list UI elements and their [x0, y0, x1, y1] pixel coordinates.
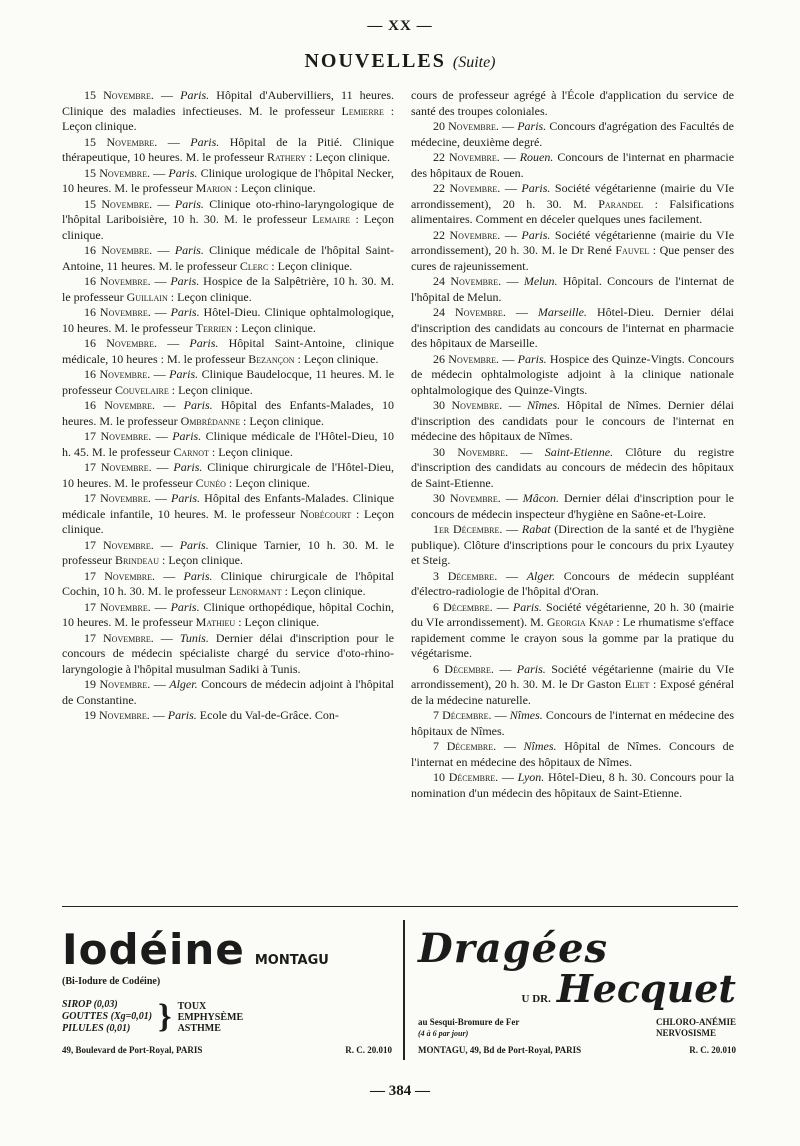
entry-text: Hôpital Saint-Antoine, clinique médicale, 10 heures : M. le professeur: [62, 336, 394, 366]
news-entry: 16 Novembre. — Paris. Hôpital Saint-Antoine, clinique médicale, 10 heures : M. le professeur Bezançon : Leçon clinique.: [62, 336, 394, 366]
entry-text: Société végétarienne (mairie du VIe arrondissement), 20 h. 30. M. le Dr René: [411, 227, 735, 257]
entry-date: 19 Novembre.: [84, 708, 150, 722]
right-column: [411, 88, 734, 801]
entry-text: Hôpital des Enfants-Malades, 10 heures. M. le professeur: [62, 398, 395, 428]
news-entry: 17 Novembre. — Paris. Clinique médicale de l'Hôtel-Dieu, 10 h. 45. M. le professeur Carnot : Leçon clinique.: [62, 429, 394, 459]
news-entry: 10 Décembre. — Lyon. Hôtel-Dieu, 8 h. 30. Concours pour la nomination d'un médecin des hôpitaux de Saint-Etienne.: [411, 770, 735, 800]
entry-place: Paris.: [521, 227, 551, 242]
entry-text: Hôpital. Concours de l'internat de l'hôpital de Melun.: [411, 274, 735, 304]
ad-indication: NERVOSISME: [655, 1028, 717, 1038]
entry-date: 16 Novembre.: [84, 367, 151, 381]
news-entry: 17 Novembre. — Paris. Clinique chirurgicale de l'hôpital Cochin, 10 h. 30. M. le professeur Lenormant : Leçon clinique.: [62, 568, 394, 598]
news-entry: 24 Novembre. — Marseille. Hôtel-Dieu. Dernier délai d'inscription des candidats au concours de l'internat en pharmacie des hôpitaux de Marseille.: [411, 305, 735, 350]
entry-text: Société végétarienne (mairie du VIe arrondissement), 20 h. 30. M.: [411, 181, 735, 211]
entry-place: Paris.: [516, 661, 546, 676]
entry-text: Hospice de la Salpêtrière, 10 h. 30. M. le professeur: [62, 274, 395, 304]
entry-professor: Cunéo: [195, 475, 226, 490]
ad-indication: TOUX: [177, 1000, 207, 1012]
news-entry: 7 Décembre. — Nîmes. Hôpital de Nîmes. Concours de l'internat en médecine des hôpitaux de Nîmes.: [411, 739, 735, 769]
entry-text: Hôtel-Dieu. Clinique ophtalmologique, 10 heures. M. le professeur: [62, 305, 395, 335]
entry-text: Société végétarienne (mairie du VIe arrondissement), 20 h. 30. M. le Dr Gaston: [411, 661, 734, 691]
entry-professor: Eliet: [624, 677, 650, 691]
entry-place: Paris.: [183, 568, 213, 583]
entry-tail: : Leçon clinique.: [271, 258, 353, 273]
news-entry: 17 Novembre. — Paris. Hôpital des Enfants-Malades. Clinique médicale infantile, 10 heures. M. le professeur Nobécourt : Leçon clinique.: [62, 491, 395, 536]
news-entry: 22 Novembre. — Rouen. Concours de l'internat en pharmacie des hôpitaux de Rouen.: [411, 150, 735, 180]
news-entry: 16 Novembre. — Paris. Clinique Baudelocque, 11 heures. M. le professeur Couvelaire : Leçon clinique.: [62, 367, 395, 397]
ad-product: PILULES (0,01): [62, 1023, 131, 1034]
page-section-header: — XX —: [367, 18, 433, 34]
entry-tail: : Leçon clinique.: [238, 615, 320, 629]
entry-tail: : Leçon clinique.: [62, 506, 395, 536]
entry-date: 17 Novembre.: [84, 460, 152, 474]
entry-professor: Parandel: [598, 196, 644, 211]
news-entry: 20 Novembre. — Paris. Concours d'agrégation des Facultés de médecine, deuxième degré.: [411, 119, 735, 149]
news-entry: 17 Novembre. — Paris. Clinique Tarnier, 10 h. 30. M. le professeur Brindeau : Leçon clinique.: [62, 537, 395, 567]
entry-tail: : Leçon clinique.: [284, 584, 366, 598]
entry-professor: Bezançon: [248, 351, 295, 366]
entry-text: Hôtel-Dieu. Dernier délai d'inscription des candidats au concours de l'internat en pharmacie des hôpitaux de Marseille.: [411, 305, 735, 350]
entry-date: 7 Décembre.: [433, 739, 497, 753]
entry-text: Clinique Baudelocque, 11 heures. M. le professeur: [62, 367, 395, 397]
entry-date: 16 Novembre.: [84, 336, 157, 350]
entry-date: 6 Décembre.: [433, 661, 494, 676]
entry-text: Concours de l'internat en pharmacie des hôpitaux de Rouen.: [411, 150, 735, 180]
entry-text: Clinique chirurgicale de l'hôpital Cochin, 10 h. 30. M. le professeur: [62, 568, 394, 598]
entry-date: 15 Novembre.: [84, 88, 154, 102]
entry-place: Paris.: [189, 336, 219, 350]
ad-products: [62, 999, 152, 1035]
news-entry: 16 Novembre. — Paris. Clinique médicale de l'hôpital Saint-Antoine, 11 heures. M. le professeur Clerc : Leçon clinique.: [62, 243, 394, 273]
entry-date: 19 Novembre.: [84, 677, 151, 691]
entry-place: Paris.: [517, 119, 547, 133]
ad-indication: CHLORO-ANÉMIE: [655, 1017, 736, 1027]
entry-professor: Ombrédanne: [180, 413, 240, 428]
ad-brand: Iodéine: [62, 925, 245, 974]
news-entry: 16 Novembre. — Paris. Hôtel-Dieu. Clinique ophtalmologique, 10 heures. M. le professeur Terrien : Leçon clinique.: [62, 305, 395, 335]
entry-tail: : Que penser des cures de rajeunissement.: [411, 243, 735, 273]
entry-tail: : Leçon clinique.: [309, 150, 391, 164]
entry-date: 7 Décembre.: [433, 708, 492, 722]
entry-date: 16 Novembre.: [84, 274, 151, 288]
ad-address: 49, Boulevard de Port-Royal, PARIS: [62, 1045, 203, 1055]
news-entry: 19 Novembre. — Paris. Ecole du Val-de-Grâce. Con-: [84, 708, 339, 722]
entry-text: Hôpital des Enfants-Malades. Clinique médicale infantile, 10 heures. M. le professeur: [62, 491, 395, 521]
ad-product: SIROP (0,03): [62, 999, 118, 1010]
entry-place: Mâcon.: [522, 491, 560, 505]
news-entry: 16 Novembre. — Paris. Hôpital des Enfants-Malades, 10 heures. M. le professeur Ombrédanne : Leçon clinique.: [62, 398, 395, 428]
ad-ref: R. C. 20.010: [689, 1045, 736, 1055]
entry-text: Clinique chirurgicale de l'Hôtel-Dieu, 10 heures. M. le professeur: [62, 460, 395, 490]
continuation-text: cours de professeur agrégé à l'École d'application du service de santé des troupes coloniales.: [411, 88, 734, 118]
news-entry: 1er Décembre. — Rabat (Direction de la santé et de l'hygiène publique). Clôture d'inscriptions pour le concours du prix Lyautey et Steig.: [411, 522, 735, 567]
news-entry: 17 Novembre. — Paris. Clinique orthopédique, hôpital Cochin, 10 heures. M. le professeur Mathieu : Leçon clinique.: [62, 599, 394, 629]
ad-address: MONTAGU, 49, Bd de Port-Royal, PARIS: [418, 1045, 582, 1055]
entry-place: Lyon.: [517, 770, 545, 784]
ad-brand: Dragées: [418, 925, 609, 972]
entry-text: Hôtel-Dieu, 8 h. 30. Concours pour la nomination d'un médecin des hôpitaux de Saint-Etienne.: [411, 770, 735, 800]
left-column: [62, 88, 394, 724]
entry-place: Saint-Etienne.: [544, 444, 614, 459]
entry-text: Société végétarienne, 20 h. 30 (mairie du VIe arrondissement). M.: [411, 599, 734, 629]
entry-text: Clinique médicale de l'Hôtel-Dieu, 10 h. 45. M. le professeur: [62, 429, 394, 459]
entry-place: Paris.: [170, 274, 200, 288]
entry-place: Paris.: [174, 196, 204, 211]
entry-place: Paris.: [179, 537, 209, 552]
news-entry: 15 Novembre. — Paris. Clinique oto-rhino-laryngologique de l'hôpital Lariboisière, 10 h. 30. M. le professeur Lemaire : Leçon clinique.: [62, 196, 395, 242]
news-entry: 7 Décembre. — Nîmes. Concours de l'internat en médecine des hôpitaux de Nîmes.: [411, 708, 735, 738]
news-entry: 15 Novembre. — Paris. Hôpital de la Pitié. Clinique thérapeutique, 10 heures. M. le professeur Rathery : Leçon clinique.: [62, 134, 394, 164]
entry-date: 1er Décembre.: [433, 522, 503, 536]
divider-rule: [62, 906, 738, 907]
entry-place: Paris.: [167, 708, 197, 722]
entry-tail: : Leçon clinique.: [62, 212, 395, 242]
entry-professor: Brindeau: [114, 553, 159, 567]
entry-text: Clinique oto-rhino-laryngologique de l'hôpital Lariboisière, 10 h. 30. M. le professeur: [62, 196, 395, 226]
entry-text: Hôpital de Nîmes. Dernier délai d'inscription des candidats pour le concours de l'internat en médecine des hôpitaux de Nîmes.: [411, 398, 735, 443]
entry-tail: : Leçon clinique.: [171, 382, 253, 397]
entry-text: Hospice des Quinze-Vingts. Concours de médecin ophtalmologiste adjoint à la clinique nationale ophtalmologique des Quinze-Vingts.: [411, 351, 735, 397]
news-entry: 24 Novembre. — Melun. Hôpital. Concours de l'internat de l'hôpital de Melun.: [411, 274, 735, 304]
ad-brand-prefix: U DR.: [521, 993, 551, 1005]
entry-place: Paris.: [171, 491, 201, 505]
entry-text: Dernier délai d'inscription pour le concours de médecin inspecteur d'hygiène en Saône-et-Loire.: [411, 491, 735, 521]
entry-date: 22 Novembre.: [433, 150, 500, 164]
news-entry: 22 Novembre. — Paris. Société végétarienne (mairie du VIe arrondissement), 20 h. 30. M. Parandel : Falsifications alimentaires. Comment en déceler quelques unes facilement.: [411, 181, 735, 226]
entry-date: 3 Décembre.: [433, 568, 498, 583]
entry-place: Melun.: [523, 274, 558, 288]
entry-tail: : Le rhumatisme s'efface rapidement comme le crayon sous la gomme par la pratique du végétarisme.: [411, 615, 735, 660]
ad-indication: ASTHME: [177, 1022, 221, 1034]
advertisement-dragees: [418, 925, 736, 1065]
entry-place: Paris.: [168, 165, 198, 180]
entry-professor: Georgia Knap: [546, 615, 614, 629]
entry-place: Paris.: [180, 88, 210, 102]
ad-brand-name: Hecquet: [556, 966, 736, 1011]
entry-professor: Mathieu: [195, 615, 236, 629]
news-entry: 6 Décembre. — Paris. Société végétarienne (mairie du VIe arrondissement), 20 h. 30. M. le Dr Gaston Eliet : Exposé général de la médecine naturelle.: [411, 661, 735, 707]
entry-place: Paris.: [190, 134, 220, 149]
entry-place: Alger.: [169, 677, 198, 691]
ad-brand-secondary: MONTAGU: [254, 953, 329, 968]
entry-text: Hôpital de Nîmes. Concours de l'internat en médecine des hôpitaux de Nîmes.: [411, 739, 735, 769]
entry-text: Concours de médecin adjoint à l'hôpital de Constantine.: [62, 677, 395, 707]
entry-text: Ecole du Val-de-Grâce. Con-: [199, 708, 339, 722]
entry-place: Paris.: [170, 305, 200, 319]
entry-date: 15 Novembre.: [84, 165, 150, 180]
entry-text: Concours d'agrégation des Facultés de médecine, deuxième degré.: [411, 119, 735, 149]
entry-place: Paris.: [172, 429, 202, 443]
entry-professor: Couvelaire: [114, 382, 169, 397]
entry-text: Clinique urologique de l'hôpital Necker, 10 heures. M. le professeur: [62, 165, 395, 195]
entry-professor: Marion: [195, 181, 232, 195]
entry-professor: Terrien: [195, 320, 232, 335]
page-title: [0, 50, 800, 73]
ad-product: GOUTTES (Xg=0,01): [62, 1011, 153, 1022]
entry-place: Paris.: [174, 243, 204, 257]
entry-text: (Direction de la santé et de l'hygiène publique). Clôture d'inscriptions pour le concours du prix Lyautey et Steig.: [411, 522, 735, 567]
entry-text: Clinique médicale de l'hôpital Saint-Antoine, 11 heures. M. le professeur: [62, 243, 394, 273]
entry-place: Paris.: [183, 398, 213, 412]
entry-tail: : Leçon clinique.: [234, 320, 316, 335]
entry-text: Hôpital de la Pitié. Clinique thérapeutique, 10 heures. M. le professeur: [62, 134, 394, 164]
ad-subtitle: (Bi-Iodure de Codéine): [62, 976, 161, 987]
entry-date: 24 Novembre.: [433, 305, 506, 319]
news-entry: 30 Novembre. — Mâcon. Dernier délai d'inscription pour le concours de médecin inspecteur d'hygiène en Saône-et-Loire.: [411, 491, 735, 521]
entry-tail: : Exposé général de la médecine naturelle.: [411, 677, 735, 707]
entry-place: Paris.: [517, 351, 547, 366]
entry-tail: : Leçon clinique.: [297, 351, 379, 366]
entry-date: 30 Novembre.: [433, 491, 501, 505]
entry-date: 26 Novembre.: [433, 351, 500, 366]
entry-tail: : Leçon clinique.: [228, 475, 310, 490]
news-entry: 19 Novembre. — Alger. Concours de médecin adjoint à l'hôpital de Constantine.: [62, 677, 395, 707]
entry-date: 16 Novembre.: [84, 305, 151, 319]
ad-indication: EMPHYSÈME: [177, 1011, 244, 1023]
entry-place: Rabat: [521, 522, 551, 536]
entry-date: 10 Décembre.: [433, 770, 499, 784]
entry-professor: Guillain: [126, 289, 168, 304]
entry-date: 15 Novembre.: [84, 134, 158, 149]
entry-tail: : Leçon clinique.: [242, 413, 324, 428]
entry-text: Clinique Tarnier, 10 h. 30. M. le professeur: [62, 537, 395, 567]
entry-place: Rouen.: [519, 150, 554, 164]
entry-place: Paris.: [170, 599, 200, 614]
entry-professor: Lenormant: [228, 584, 282, 598]
brace-icon: }: [158, 998, 172, 1035]
entry-tail: : Leçon clinique.: [170, 289, 252, 304]
entry-date: 6 Décembre.: [433, 599, 493, 614]
entry-place: Alger.: [526, 568, 556, 583]
news-entry: 30 Novembre. — Nîmes. Hôpital de Nîmes. Dernier délai d'inscription des candidats pour le concours de l'internat en médecine des hôpitaux de Nîmes.: [411, 398, 735, 443]
entry-place: Nîmes.: [509, 708, 543, 722]
entry-place: Tunis.: [179, 630, 209, 645]
entry-date: 22 Novembre.: [433, 181, 501, 195]
ad-ref: R. C. 20.010: [345, 1045, 392, 1055]
entry-text: Hôpital d'Aubervilliers, 11 heures. Clinique des maladies infectieuses. M. le professeur: [62, 88, 395, 118]
news-entry: 15 Novembre. — Paris. Clinique urologique de l'hôpital Necker, 10 heures. M. le professeur Marion : Leçon clinique.: [62, 165, 395, 195]
entry-date: 24 Novembre.: [433, 274, 502, 288]
entry-date: 30 Novembre.: [433, 444, 509, 459]
entry-date: 30 Novembre.: [433, 398, 503, 412]
news-entry: 6 Décembre. — Paris. Société végétarienne, 20 h. 30 (mairie du VIe arrondissement). M. Georgia Knap : Le rhumatisme s'efface rapidement comme le crayon sous la gomme par la pratique du végétarisme.: [411, 599, 735, 660]
entry-place: Paris.: [169, 367, 199, 381]
page-number: — 384 —: [370, 1083, 430, 1099]
entry-place: Paris.: [521, 181, 551, 195]
news-entry: 16 Novembre. — Paris. Hospice de la Salpêtrière, 10 h. 30. M. le professeur Guillain : Leçon clinique.: [62, 274, 395, 304]
news-entry: 22 Novembre. — Paris. Société végétarienne (mairie du VIe arrondissement), 20 h. 30. M. le Dr René Fauvel : Que penser des cures de rajeunissement.: [411, 227, 735, 273]
entry-tail: : Leçon clinique.: [161, 553, 243, 567]
entry-tail: : Leçon clinique.: [211, 444, 293, 459]
entry-date: 16 Novembre.: [84, 398, 156, 412]
entry-date: 17 Novembre.: [84, 568, 156, 583]
entry-place: Paris.: [173, 460, 203, 474]
entry-professor: Lemaire: [312, 212, 351, 226]
entry-place: Nîmes.: [523, 739, 557, 753]
entry-date: 17 Novembre.: [84, 491, 151, 505]
ad-indications: [178, 1001, 244, 1034]
entry-professor: Lemierre: [341, 103, 384, 118]
entry-text: Concours de l'internat en médecine des hôpitaux de Nîmes.: [411, 708, 735, 738]
entry-date: 17 Novembre.: [84, 429, 152, 443]
entry-date: 22 Novembre.: [433, 227, 501, 242]
advertisement-iodeine: [62, 925, 392, 1065]
ad-composition: au Sesqui-Bromure de Fer: [418, 1017, 520, 1027]
entry-date: 16 Novembre.: [84, 243, 153, 257]
entry-place: Paris.: [512, 599, 542, 614]
news-entry: 26 Novembre. — Paris. Hospice des Quinze-Vingts. Concours de médecin ophtalmologiste adjoint à la clinique nationale ophtalmologique des Quinze-Vingts.: [411, 351, 735, 397]
news-entry: 17 Novembre. — Tunis. Dernier délai d'inscription pour le concours de médecin spécialiste chargé du service d'oto-rhino-laryngologie à l'hôpital musulman Sadiki à Tunis.: [62, 630, 395, 676]
news-entry: 17 Novembre. — Paris. Clinique chirurgicale de l'Hôtel-Dieu, 10 heures. M. le professeur Cunéo : Leçon clinique.: [62, 460, 395, 490]
entry-text: Clinique orthopédique, hôpital Cochin, 10 heures. M. le professeur: [62, 599, 394, 629]
news-entry: 30 Novembre. — Saint-Etienne. Clôture du registre d'inscription des candidats au concours de médecin des hôpitaux de Saint-Etienne.: [411, 444, 735, 490]
entry-date: 20 Novembre.: [433, 119, 499, 133]
entry-date: 17 Novembre.: [84, 599, 151, 614]
entry-date: 15 Novembre.: [84, 196, 153, 211]
entry-text: Dernier délai d'inscription pour le concours de médecin spécialiste chargé du service d'oto-rhino-laryngologie à l'hôpital musulman Sadiki à Tunis.: [62, 630, 395, 676]
news-entry: 3 Décembre. — Alger. Concours de médecin suppléant d'électro-radiologie de l'hôpital d'Oran.: [411, 568, 734, 598]
entry-professor: Clerc: [239, 258, 269, 273]
entry-tail: : Leçon clinique.: [62, 103, 395, 133]
entry-professor: Carnot: [173, 444, 209, 459]
entry-tail: : Leçon clinique.: [234, 181, 316, 195]
entry-place: Nîmes.: [527, 398, 561, 412]
entry-tail: : Falsifications alimentaires. Comment en déceler quelques unes facilement.: [411, 196, 735, 226]
entry-professor: Rathery: [266, 150, 307, 164]
news-entry: 15 Novembre. — Paris. Hôpital d'Aubervilliers, 11 heures. Clinique des maladies infectieuses. M. le professeur Lemierre : Leçon clinique.: [62, 88, 395, 133]
entry-text: Clôture du registre d'inscription des candidats au concours de médecin des hôpitaux de Saint-Etienne.: [411, 444, 735, 490]
title-suite: (Suite): [452, 54, 496, 71]
entry-place: Marseille.: [537, 305, 587, 319]
entry-text: Concours de médecin suppléant d'électro-radiologie de l'hôpital d'Oran.: [411, 568, 734, 598]
title-text: NOUVELLES: [304, 50, 446, 72]
entry-date: 17 Novembre.: [84, 537, 154, 552]
ad-divider: [403, 920, 405, 1060]
entry-date: 17 Novembre.: [84, 630, 154, 645]
entry-professor: Nobécourt: [299, 506, 352, 521]
entry-professor: Fauvel: [615, 243, 650, 257]
ad-dosage: (4 à 6 par jour): [418, 1029, 469, 1038]
